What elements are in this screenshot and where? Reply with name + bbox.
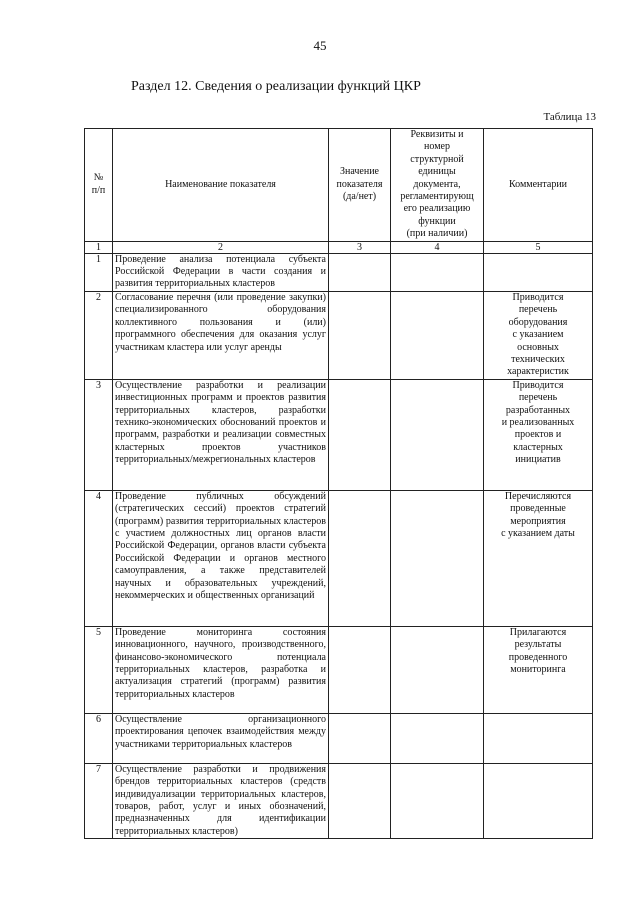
column-number: 1 xyxy=(85,241,113,253)
comment-line: Приводится xyxy=(512,291,564,303)
document-details-cell xyxy=(391,626,484,713)
functions-table xyxy=(84,128,593,839)
page-number: 45 xyxy=(313,38,327,53)
header-indicator-value xyxy=(329,129,391,242)
header-document-details-line: функции xyxy=(418,215,456,227)
comment-cell xyxy=(484,379,593,490)
table-row xyxy=(85,713,593,763)
comment-cell xyxy=(484,291,593,379)
header-indicator-value-line: Значение xyxy=(339,166,379,178)
comment-line: с указанием даты xyxy=(501,527,575,539)
comment-line: с указанием xyxy=(512,329,564,341)
comment-line: оборудования xyxy=(508,316,568,328)
comment-line: Прилагаются xyxy=(509,626,567,638)
indicator-name-cell: Проведение публичных обсуждений (стратегических сессий) проектов стратегий (программ) развития территориальных кластеров с участием должностных лиц органов власти Российской Федерации, органов власти субъекта Российской Федерации и органов местного самоуправления, а также представителей научных и образовательных учреждений, некоммерческих и общественных организаций xyxy=(113,490,329,626)
indicator-name-cell: Осуществление разработки и реализации инвестиционных программ и проектов развития территориальных кластеров, разработки технико-экономических обоснований проектов и программ, разработки и реализации совместных кластерных проектов участников территориальных/межрегиональных кластеров xyxy=(113,379,329,490)
comment-line: инициатив xyxy=(515,454,561,466)
indicator-value-cell xyxy=(329,763,391,838)
row-number-cell: 4 xyxy=(85,490,113,626)
comment-line: проведенные xyxy=(510,503,566,515)
indicator-name-cell: Проведение мониторинга состояния инновационного, научного, производственного, финансово-экономического потенциала территориальных кластеров, разработка и актуализация стратегий (программ) развития территориальных кластеров xyxy=(113,626,329,713)
table-row xyxy=(85,379,593,490)
column-number: 3 xyxy=(329,241,391,253)
table-row xyxy=(85,763,593,838)
table-row xyxy=(85,490,593,626)
column-number-row xyxy=(85,241,593,253)
table-row xyxy=(85,253,593,291)
document-details-cell xyxy=(391,291,484,379)
document-details-cell xyxy=(391,713,484,763)
comment-cell xyxy=(484,626,593,713)
row-number-cell: 5 xyxy=(85,626,113,713)
row-number-cell: 2 xyxy=(85,291,113,379)
comment-cell xyxy=(484,763,593,838)
table-row xyxy=(85,626,593,713)
comment-cell xyxy=(484,490,593,626)
header-number-text: № xyxy=(93,172,104,184)
header-indicator-name: Наименование показателя xyxy=(113,129,329,242)
comment-line: проведенного xyxy=(508,651,568,663)
section-title: Раздел 12. Сведения о реализации функций ЦКР xyxy=(131,79,421,94)
comment-cell xyxy=(484,253,593,291)
comment-line: Приводится xyxy=(512,379,564,391)
indicator-value-cell xyxy=(329,291,391,379)
indicator-name-cell: Проведение анализа потенциала субъекта Российской Федерации в части создания и развития территориальных кластеров xyxy=(113,253,329,291)
indicator-value-cell xyxy=(329,626,391,713)
comment-line: мониторинга xyxy=(510,663,566,675)
document-details-cell xyxy=(391,490,484,626)
row-number-cell: 6 xyxy=(85,713,113,763)
comment-line: и реализованных xyxy=(501,416,575,428)
table-header-row xyxy=(85,129,593,242)
comment-line: основных xyxy=(517,341,559,353)
indicator-name-cell: Согласование перечня (или проведение закупки) специализированного оборудования коллективного пользования и (или) программного обеспечения для оказания услуг участникам кластера или услуг аренды xyxy=(113,291,329,379)
header-document-details-line: его реализацию xyxy=(403,203,471,215)
document-details-cell xyxy=(391,253,484,291)
comment-line: технических xyxy=(511,353,565,365)
comment-line: кластерных xyxy=(513,441,563,453)
header-document-details-line: Реквизиты и xyxy=(410,129,464,140)
comment-line: проектов и xyxy=(514,429,562,441)
header-indicator-value-line: (да/нет) xyxy=(342,191,377,203)
header-document-details-line: документа, xyxy=(413,178,461,190)
row-number-cell: 1 xyxy=(85,253,113,291)
header-number-text2: п/п xyxy=(91,184,106,196)
header-number xyxy=(85,129,113,242)
indicator-value-cell xyxy=(329,253,391,291)
indicator-value-cell xyxy=(329,490,391,626)
comment-line: мероприятия xyxy=(510,515,566,527)
comment-cell xyxy=(484,713,593,763)
comment-line: перечень xyxy=(518,392,558,404)
indicator-value-cell xyxy=(329,379,391,490)
document-details-cell xyxy=(391,379,484,490)
comment-line: характеристик xyxy=(507,366,569,378)
comment-line: разработанных xyxy=(505,404,571,416)
header-document-details-line: (при наличии) xyxy=(406,228,468,240)
header-document-details xyxy=(391,129,484,242)
row-number-cell: 3 xyxy=(85,379,113,490)
header-document-details-line: номер xyxy=(424,141,450,153)
header-document-details-line: структурной xyxy=(410,153,464,165)
column-number: 2 xyxy=(113,241,329,253)
comment-line: перечень xyxy=(518,304,558,316)
table-label: Таблица 13 xyxy=(543,111,596,123)
indicator-name-cell: Осуществление разработки и продвижения брендов территориальных кластеров (средств индивидуализации территориальных кластеров, товаров, работ, услуг и иных обозначений, предназначенных для идентификации территориальных кластеров) xyxy=(113,763,329,838)
header-document-details-line: регламентирующ xyxy=(400,191,474,203)
indicator-name-cell: Осуществление организационного проектирования цепочек взаимодействия между участниками территориальных кластеров xyxy=(113,713,329,763)
column-number: 4 xyxy=(391,241,484,253)
indicator-value-cell xyxy=(329,713,391,763)
header-indicator-value-line: показателя xyxy=(336,178,383,190)
document-details-cell xyxy=(391,763,484,838)
row-number-cell: 7 xyxy=(85,763,113,838)
comment-line: Перечисляются xyxy=(504,490,572,502)
header-comments: Комментарии xyxy=(484,129,593,242)
header-document-details-line: единицы xyxy=(418,166,456,178)
table-row xyxy=(85,291,593,379)
column-number: 5 xyxy=(484,241,593,253)
comment-line: результаты xyxy=(514,639,562,651)
